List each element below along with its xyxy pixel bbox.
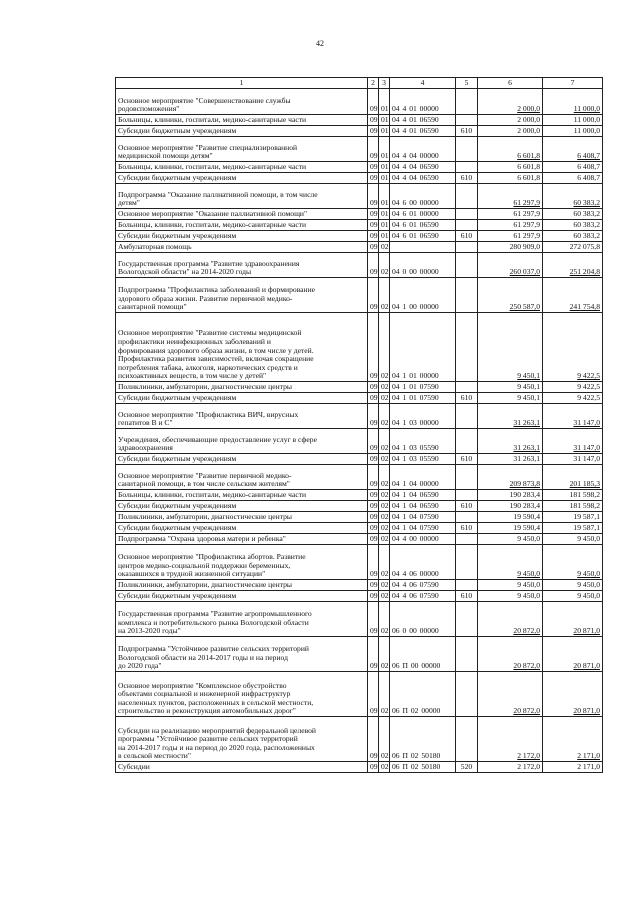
amount-year2-cell: 6 408,7: [543, 162, 603, 173]
expense-type-cell: 610: [456, 173, 478, 184]
amount-year1-cell: 2 000,0: [478, 89, 543, 115]
table-row: [116, 184, 603, 209]
target-article-cell: 04 4 06 00000: [390, 545, 456, 580]
amount-year1-cell: 2 172,0: [478, 762, 543, 773]
amount-year2-cell: 31 147,0: [543, 454, 603, 465]
amount-year2-cell: 20 871,0: [543, 637, 603, 672]
amount-year2-cell: 9 422,5: [543, 382, 603, 393]
table-row: [116, 580, 603, 591]
amount-year2-cell: 9 450,0: [543, 545, 603, 580]
row-name-cell: Государственная программа "Развитие здравоохранения Вологодской области" на 2014-2020 годы: [116, 253, 368, 278]
table-row: [116, 717, 603, 762]
row-name-cell: Основное мероприятие "Профилактика абортов. Развитие центров медико-социальной поддержки беременных, оказавшихся в трудной жизненной ситуации": [116, 545, 368, 580]
amount-year1-cell: 209 873,8: [478, 465, 543, 490]
row-name-cell: Амбулаторная помощь: [116, 242, 368, 253]
amount-year1-cell: 20 872,0: [478, 602, 543, 637]
target-article-cell: 04 4 01 06590: [390, 115, 456, 126]
target-article-cell: 04 4 06 07590: [390, 580, 456, 591]
amount-year2-cell: 9 422,5: [543, 313, 603, 382]
amount-year2-cell: 60 383,2: [543, 220, 603, 231]
expense-type-cell: [456, 220, 478, 231]
expense-type-cell: [456, 382, 478, 393]
amount-year1-cell: 9 450,0: [478, 534, 543, 545]
section-code-cell: 09: [368, 242, 379, 253]
amount-year2-cell: 6 408,7: [543, 137, 603, 162]
target-article-cell: 04 6 01 00000: [390, 209, 456, 220]
amount-year1-cell: 190 283,4: [478, 490, 543, 501]
amount-year1-cell: 19 590,4: [478, 512, 543, 523]
target-article-cell: 04 6 01 06590: [390, 220, 456, 231]
amount-year1-cell: 2 172,0: [478, 717, 543, 762]
table-row: [116, 231, 603, 242]
header-cell: 6: [478, 78, 543, 89]
expense-type-cell: 610: [456, 454, 478, 465]
amount-year1-cell: 9 450,0: [478, 591, 543, 602]
expense-type-cell: 610: [456, 501, 478, 512]
expense-type-cell: [456, 637, 478, 672]
section-code-cell: 09: [368, 126, 379, 137]
amount-year2-cell: 11 000,0: [543, 126, 603, 137]
subsection-code-cell: 02: [379, 313, 390, 382]
row-name-cell: Основное мероприятие "Совершенствование службы родовспоможения": [116, 89, 368, 115]
subsection-code-cell: 02: [379, 672, 390, 717]
subsection-code-cell: 02: [379, 404, 390, 429]
amount-year2-cell: 60 383,2: [543, 231, 603, 242]
target-article-cell: [390, 242, 456, 253]
table-row: [116, 637, 603, 672]
target-article-cell: 04 4 06 07590: [390, 591, 456, 602]
row-name-cell: Субсидии бюджетным учреждениям: [116, 126, 368, 137]
expense-type-cell: [456, 253, 478, 278]
subsection-code-cell: 01: [379, 115, 390, 126]
section-code-cell: 09: [368, 534, 379, 545]
amount-year1-cell: 190 283,4: [478, 501, 543, 512]
row-name-cell: Основное мероприятие "Развитие системы медицинской профилактики неинфекционных заболеваний и формирования здорового образа жизни, в том числе у детей. Профилактика развития зависимостей, включая сокращение потребления табака, алкоголя, наркотических средств и психоактивных веществ, в том числе у детей": [116, 313, 368, 382]
amount-year2-cell: 20 871,0: [543, 602, 603, 637]
section-code-cell: 09: [368, 89, 379, 115]
row-name-cell: Субсидии: [116, 762, 368, 773]
amount-year1-cell: 250 587,0: [478, 278, 543, 313]
section-code-cell: 09: [368, 523, 379, 534]
table-row: [116, 454, 603, 465]
amount-year1-cell: 61 297,9: [478, 184, 543, 209]
table-row: [116, 490, 603, 501]
subsection-code-cell: 02: [379, 429, 390, 454]
expense-type-cell: 610: [456, 231, 478, 242]
expense-type-cell: 610: [456, 523, 478, 534]
target-article-cell: 04 1 04 07590: [390, 523, 456, 534]
subsection-code-cell: 01: [379, 220, 390, 231]
expense-type-cell: [456, 534, 478, 545]
table-row: [116, 672, 603, 717]
expense-type-cell: [456, 512, 478, 523]
table-row: [116, 393, 603, 404]
subsection-code-cell: 02: [379, 278, 390, 313]
amount-year2-cell: 60 383,2: [543, 184, 603, 209]
subsection-code-cell: 02: [379, 523, 390, 534]
subsection-code-cell: 01: [379, 231, 390, 242]
section-code-cell: 09: [368, 672, 379, 717]
section-code-cell: 09: [368, 762, 379, 773]
expense-type-cell: [456, 209, 478, 220]
section-code-cell: 09: [368, 253, 379, 278]
subsection-code-cell: 02: [379, 393, 390, 404]
row-name-cell: Субсидии бюджетным учреждениям: [116, 591, 368, 602]
target-article-cell: 04 4 01 00000: [390, 89, 456, 115]
expense-type-cell: [456, 672, 478, 717]
amount-year1-cell: 31 263,1: [478, 429, 543, 454]
subsection-code-cell: 02: [379, 242, 390, 253]
section-code-cell: 09: [368, 501, 379, 512]
expense-type-cell: [456, 580, 478, 591]
subsection-code-cell: 02: [379, 382, 390, 393]
row-name-cell: Субсидии бюджетным учреждениям: [116, 501, 368, 512]
amount-year1-cell: 31 263,1: [478, 454, 543, 465]
amount-year1-cell: 31 263,1: [478, 404, 543, 429]
target-article-cell: 04 1 03 05590: [390, 454, 456, 465]
table-row: [116, 465, 603, 490]
row-name-cell: Поликлиники, амбулатории, диагностические центры: [116, 382, 368, 393]
row-name-cell: Основное мероприятие "Развитие специализированной медицинской помощи детям": [116, 137, 368, 162]
amount-year2-cell: 9 422,5: [543, 393, 603, 404]
row-name-cell: Основное мероприятие "Комплексное обустройство объектами социальной и инженерной инфраструктур населенных пунктов, расположенных в сельской местности, строительство и реконструкция автомобильных дорог": [116, 672, 368, 717]
section-code-cell: 09: [368, 602, 379, 637]
row-name-cell: Поликлиники, амбулатории, диагностические центры: [116, 580, 368, 591]
page-number: 42: [316, 39, 324, 48]
amount-year1-cell: 260 037,0: [478, 253, 543, 278]
amount-year2-cell: 272 075,8: [543, 242, 603, 253]
target-article-cell: 06 0 00 00000: [390, 602, 456, 637]
expense-type-cell: [456, 89, 478, 115]
target-article-cell: 04 1 04 06590: [390, 490, 456, 501]
subsection-code-cell: 02: [379, 545, 390, 580]
subsection-code-cell: 02: [379, 591, 390, 602]
section-code-cell: 09: [368, 278, 379, 313]
table-row: [116, 591, 603, 602]
table-row: [116, 209, 603, 220]
amount-year1-cell: 9 450,1: [478, 313, 543, 382]
amount-year2-cell: 2 171,0: [543, 717, 603, 762]
amount-year1-cell: 61 297,9: [478, 231, 543, 242]
expense-type-cell: [456, 313, 478, 382]
target-article-cell: 06 П 00 00000: [390, 637, 456, 672]
budget-table: [115, 77, 603, 773]
section-code-cell: 09: [368, 637, 379, 672]
table-row: [116, 762, 603, 773]
table-row: [116, 545, 603, 580]
subsection-code-cell: 02: [379, 512, 390, 523]
header-cell: 1: [116, 78, 368, 89]
section-code-cell: 09: [368, 545, 379, 580]
target-article-cell: 04 4 04 06590: [390, 173, 456, 184]
header-cell: 2: [368, 78, 379, 89]
amount-year2-cell: 19 587,1: [543, 523, 603, 534]
amount-year1-cell: 9 450,0: [478, 545, 543, 580]
row-name-cell: Поликлиники, амбулатории, диагностические центры: [116, 512, 368, 523]
row-name-cell: Подпрограмма "Охрана здоровья матери и ребенка": [116, 534, 368, 545]
table-row: [116, 523, 603, 534]
subsection-code-cell: 01: [379, 173, 390, 184]
target-article-cell: 04 1 04 06590: [390, 501, 456, 512]
amount-year2-cell: 181 598,2: [543, 490, 603, 501]
amount-year2-cell: 20 871,0: [543, 672, 603, 717]
section-code-cell: 09: [368, 512, 379, 523]
expense-type-cell: 610: [456, 393, 478, 404]
header-cell: 7: [543, 78, 603, 89]
section-code-cell: 09: [368, 137, 379, 162]
section-code-cell: 09: [368, 580, 379, 591]
amount-year1-cell: 19 590,4: [478, 523, 543, 534]
section-code-cell: 09: [368, 220, 379, 231]
subsection-code-cell: 02: [379, 253, 390, 278]
table-row: [116, 278, 603, 313]
row-name-cell: Больницы, клиники, госпитали, медико-санитарные части: [116, 115, 368, 126]
table-row: [116, 602, 603, 637]
row-name-cell: Подпрограмма "Устойчивое развитие сельских территорий Вологодской области на 2014-2017 годы и на период до 2020 года": [116, 637, 368, 672]
section-code-cell: 09: [368, 465, 379, 490]
row-name-cell: Основное мероприятие "Оказание паллиативной помощи": [116, 209, 368, 220]
row-name-cell: Подпрограмма "Профилактика заболеваний и формирование здорового образа жизни. Развитие первичной медико- санитарной помощи": [116, 278, 368, 313]
row-name-cell: Государственная программа "Развитие агропромышленного комплекса и потребительского рынка Вологодской области на 2013-2020 годы": [116, 602, 368, 637]
target-article-cell: 06 П 02 50180: [390, 762, 456, 773]
amount-year2-cell: 9 450,0: [543, 580, 603, 591]
target-article-cell: 04 1 03 05590: [390, 429, 456, 454]
section-code-cell: 09: [368, 717, 379, 762]
subsection-code-cell: 02: [379, 602, 390, 637]
section-code-cell: 09: [368, 454, 379, 465]
target-article-cell: 06 П 02 50180: [390, 717, 456, 762]
subsection-code-cell: 01: [379, 126, 390, 137]
table-row: [116, 382, 603, 393]
table-row: [116, 137, 603, 162]
row-name-cell: Субсидии бюджетным учреждениям: [116, 523, 368, 534]
row-name-cell: Больницы, клиники, госпитали, медико-санитарные части: [116, 162, 368, 173]
section-code-cell: 09: [368, 404, 379, 429]
amount-year1-cell: 6 601,8: [478, 137, 543, 162]
subsection-code-cell: 02: [379, 580, 390, 591]
subsection-code-cell: 02: [379, 762, 390, 773]
target-article-cell: 04 4 04 06590: [390, 162, 456, 173]
amount-year1-cell: 20 872,0: [478, 672, 543, 717]
table-row: [116, 242, 603, 253]
row-name-cell: Субсидии на реализацию мероприятий федеральной целевой программы "Устойчивое развитие сельских территорий на 2014-2017 годы и на период до 2020 года, расположенных в сельской местности": [116, 717, 368, 762]
amount-year2-cell: 241 754,8: [543, 278, 603, 313]
amount-year1-cell: 2 000,0: [478, 115, 543, 126]
table-row: [116, 429, 603, 454]
row-name-cell: Субсидии бюджетным учреждениям: [116, 173, 368, 184]
subsection-code-cell: 01: [379, 162, 390, 173]
amount-year2-cell: 19 587,1: [543, 512, 603, 523]
section-code-cell: 09: [368, 231, 379, 242]
header-cell: 5: [456, 78, 478, 89]
section-code-cell: 09: [368, 162, 379, 173]
amount-year1-cell: 9 450,1: [478, 382, 543, 393]
target-article-cell: 04 1 01 07590: [390, 382, 456, 393]
row-name-cell: Учреждения, обеспечивающие предоставление услуг в сфере здравоохранения: [116, 429, 368, 454]
target-article-cell: 04 4 04 00000: [390, 137, 456, 162]
row-name-cell: Субсидии бюджетным учреждениям: [116, 231, 368, 242]
target-article-cell: 04 1 04 00000: [390, 465, 456, 490]
subsection-code-cell: 01: [379, 184, 390, 209]
subsection-code-cell: 02: [379, 465, 390, 490]
section-code-cell: 09: [368, 490, 379, 501]
amount-year2-cell: 181 598,2: [543, 501, 603, 512]
header-cell: 3: [379, 78, 390, 89]
amount-year2-cell: 11 000,0: [543, 89, 603, 115]
table-row: [116, 501, 603, 512]
amount-year1-cell: 2 000,0: [478, 126, 543, 137]
target-article-cell: 04 1 00 00000: [390, 278, 456, 313]
amount-year1-cell: 280 909,0: [478, 242, 543, 253]
amount-year2-cell: 9 450,0: [543, 534, 603, 545]
header-row: [116, 78, 603, 89]
subsection-code-cell: 01: [379, 89, 390, 115]
table-row: [116, 512, 603, 523]
expense-type-cell: [456, 278, 478, 313]
expense-type-cell: [456, 545, 478, 580]
table-row: [116, 162, 603, 173]
expense-type-cell: 610: [456, 591, 478, 602]
table-row: [116, 173, 603, 184]
amount-year1-cell: 9 450,0: [478, 580, 543, 591]
amount-year2-cell: 6 408,7: [543, 173, 603, 184]
row-name-cell: Субсидии бюджетным учреждениям: [116, 454, 368, 465]
subsection-code-cell: 02: [379, 717, 390, 762]
expense-type-cell: [456, 602, 478, 637]
row-name-cell: Субсидии бюджетным учреждениям: [116, 393, 368, 404]
amount-year2-cell: 31 147,0: [543, 429, 603, 454]
target-article-cell: 04 6 00 00000: [390, 184, 456, 209]
amount-year2-cell: 31 147,0: [543, 404, 603, 429]
section-code-cell: 09: [368, 115, 379, 126]
section-code-cell: 09: [368, 591, 379, 602]
amount-year1-cell: 20 872,0: [478, 637, 543, 672]
target-article-cell: 04 1 03 00000: [390, 404, 456, 429]
table-row: [116, 126, 603, 137]
amount-year1-cell: 6 601,8: [478, 173, 543, 184]
expense-type-cell: [456, 115, 478, 126]
table-row: [116, 534, 603, 545]
row-name-cell: Больницы, клиники, госпитали, медико-санитарные части: [116, 220, 368, 231]
amount-year2-cell: 251 204,8: [543, 253, 603, 278]
expense-type-cell: [456, 242, 478, 253]
expense-type-cell: [456, 404, 478, 429]
target-article-cell: 04 6 01 06590: [390, 231, 456, 242]
target-article-cell: 04 4 00 00000: [390, 534, 456, 545]
expense-type-cell: 520: [456, 762, 478, 773]
amount-year2-cell: 201 185,3: [543, 465, 603, 490]
target-article-cell: 04 1 04 07590: [390, 512, 456, 523]
section-code-cell: 09: [368, 429, 379, 454]
target-article-cell: 04 1 01 07590: [390, 393, 456, 404]
target-article-cell: 04 1 01 00000: [390, 313, 456, 382]
amount-year1-cell: 61 297,9: [478, 220, 543, 231]
table-row: [116, 115, 603, 126]
subsection-code-cell: 02: [379, 637, 390, 672]
amount-year1-cell: 6 601,8: [478, 162, 543, 173]
subsection-code-cell: 01: [379, 209, 390, 220]
section-code-cell: 09: [368, 393, 379, 404]
header-cell: 4: [390, 78, 456, 89]
row-name-cell: Больницы, клиники, госпитали, медико-санитарные части: [116, 490, 368, 501]
amount-year2-cell: 2 171,0: [543, 762, 603, 773]
subsection-code-cell: 02: [379, 454, 390, 465]
target-article-cell: 04 4 01 06590: [390, 126, 456, 137]
subsection-code-cell: 02: [379, 490, 390, 501]
expense-type-cell: [456, 429, 478, 454]
amount-year1-cell: 61 297,9: [478, 209, 543, 220]
expense-type-cell: [456, 162, 478, 173]
row-name-cell: Основное мероприятие "Развитие первичной медико- санитарной помощи, в том числе сельским жителям": [116, 465, 368, 490]
subsection-code-cell: 01: [379, 137, 390, 162]
subsection-code-cell: 02: [379, 501, 390, 512]
table-row: [116, 89, 603, 115]
table-row: [116, 253, 603, 278]
row-name-cell: Основное мероприятие "Профилактика ВИЧ, вирусных гепатитов В и С": [116, 404, 368, 429]
expense-type-cell: [456, 717, 478, 762]
expense-type-cell: 610: [456, 126, 478, 137]
section-code-cell: 09: [368, 209, 379, 220]
table-row: [116, 404, 603, 429]
expense-type-cell: [456, 490, 478, 501]
expense-type-cell: [456, 184, 478, 209]
table-row: [116, 220, 603, 231]
section-code-cell: 09: [368, 184, 379, 209]
section-code-cell: 09: [368, 313, 379, 382]
row-name-cell: Подпрограмма "Оказание паллиативной помощи, в том числе детям": [116, 184, 368, 209]
expense-type-cell: [456, 465, 478, 490]
table-row: [116, 313, 603, 382]
amount-year2-cell: 11 000,0: [543, 115, 603, 126]
subsection-code-cell: 02: [379, 534, 390, 545]
amount-year1-cell: 9 450,1: [478, 393, 543, 404]
amount-year2-cell: 9 450,0: [543, 591, 603, 602]
target-article-cell: 06 П 02 00000: [390, 672, 456, 717]
target-article-cell: 04 0 00 00000: [390, 253, 456, 278]
expense-type-cell: [456, 137, 478, 162]
section-code-cell: 09: [368, 382, 379, 393]
amount-year2-cell: 60 383,2: [543, 209, 603, 220]
section-code-cell: 09: [368, 173, 379, 184]
